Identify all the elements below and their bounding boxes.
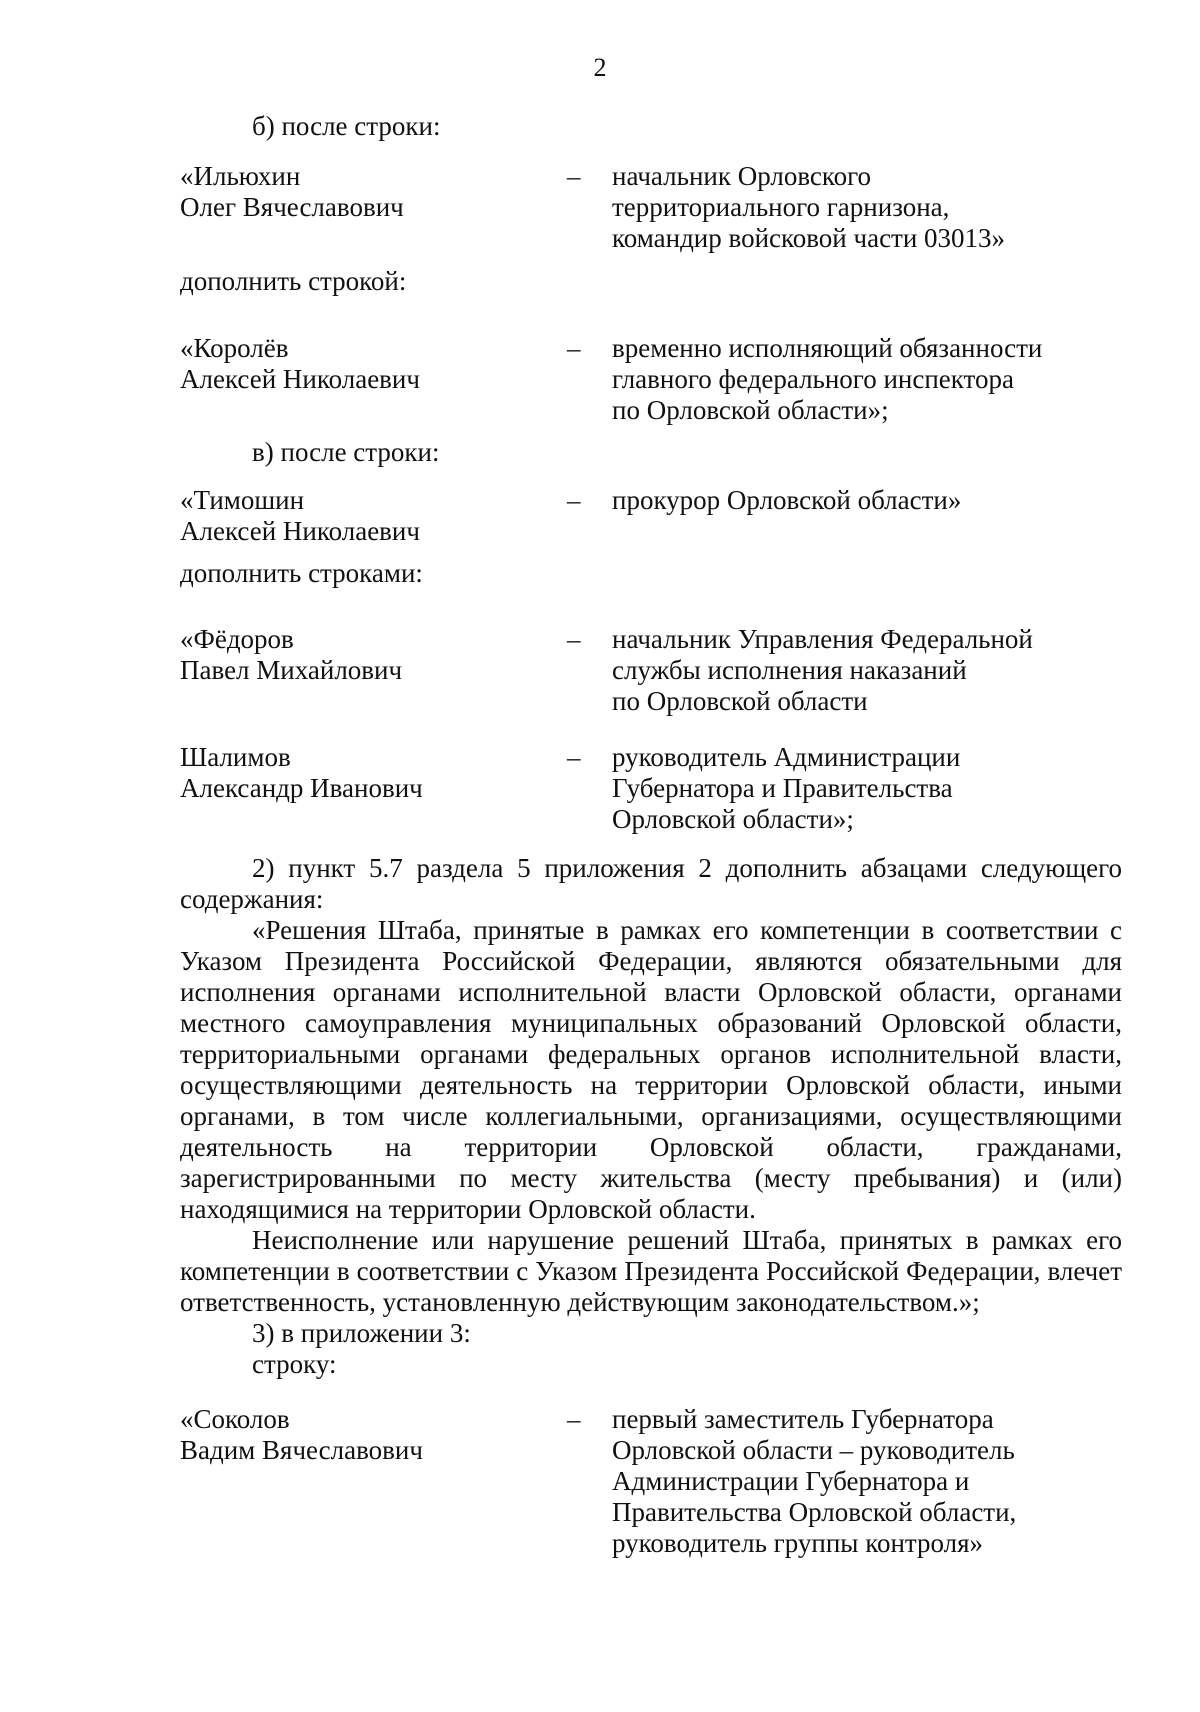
- entry-description: [612, 1404, 1132, 1559]
- item-2-paragraph: [180, 853, 1122, 915]
- add-line-single: дополнить строкой:: [180, 266, 407, 296]
- quote-2-text: Неисполнение или нарушение решений Штаба, принятых в рамках его компетенции в соответствии с Указом Президента Российской Федерации, влечет ответственность, установленную действующим законодательством.»;: [180, 1225, 1122, 1317]
- entry-dash: –: [567, 742, 581, 772]
- name-line: «Тимошин: [180, 485, 305, 515]
- item-3: 3) в приложении 3:: [252, 1318, 471, 1348]
- description-line: командир войсковой части 03013»: [612, 223, 1006, 253]
- name-line: Вадим Вячеславович: [180, 1435, 423, 1465]
- entry-dash: –: [567, 624, 581, 654]
- sub-item-v: в) после строки:: [252, 437, 440, 467]
- description-line: Администрации Губернатора и: [612, 1466, 970, 1496]
- line-stroku: строку:: [252, 1349, 337, 1379]
- description-line: службы исполнения наказаний: [612, 655, 967, 685]
- item-2-text: 2) пункт 5.7 раздела 5 приложения 2 дополнить абзацами следующего содержания:: [180, 853, 1122, 914]
- entry-name: [180, 742, 540, 804]
- name-line: Павел Михайлович: [180, 655, 403, 685]
- description-line: прокурор Орловской области»: [612, 485, 962, 515]
- entry-dash: –: [567, 1404, 581, 1434]
- description-line: первый заместитель Губернатора: [612, 1404, 994, 1434]
- entry-dash: –: [567, 485, 581, 515]
- add-line-multiple: дополнить строками:: [180, 558, 423, 588]
- entry-dash: –: [567, 333, 581, 363]
- name-line: «Королёв: [180, 333, 289, 363]
- description-line: руководитель группы контроля»: [612, 1528, 984, 1558]
- description-line: Орловской области – руководитель: [612, 1435, 1015, 1465]
- entry-description: [612, 485, 1132, 516]
- description-line: главного федерального инспектора: [612, 364, 1014, 394]
- description-line: Орловской области»;: [612, 804, 854, 834]
- name-line: Шалимов: [180, 742, 291, 772]
- name-line: «Фёдоров: [180, 624, 294, 654]
- description-line: начальник Управления Федеральной: [612, 624, 1033, 654]
- description-line: территориального гарнизона,: [612, 192, 950, 222]
- sub-item-b: б) после строки:: [252, 111, 441, 141]
- entry-description: [612, 333, 1132, 426]
- entry-name: [180, 624, 540, 686]
- name-line: «Ильюхин: [180, 161, 301, 191]
- name-line: Олег Вячеславович: [180, 192, 404, 222]
- entry-name: [180, 1404, 540, 1466]
- description-line: по Орловской области: [612, 686, 868, 716]
- description-line: Правительства Орловской области,: [612, 1497, 1017, 1527]
- page-number: 2: [593, 53, 607, 82]
- name-line: «Соколов: [180, 1404, 290, 1434]
- quote-1-text: «Решения Штаба, принятые в рамках его компетенции в соответствии с Указом Президента Российской Федерации, являются обязательными для исполнения органами исполнительной власти Орловской области, органами местного самоуправления муниципальных образований Орловской области, территориальными органами федеральных органов исполнительной власти, осуществляющими деятельность на территории Орловской области, иными органами, в том числе коллегиальными, организациями, осуществляющими деятельность на территории Орловской области, гражданами, зарегистрированными по месту жительства (месту пребывания) и (или) находящимися на территории Орловской области.: [180, 915, 1122, 1224]
- name-line: Александр Иванович: [180, 773, 423, 803]
- entry-description: [612, 742, 1132, 835]
- name-line: Алексей Николаевич: [180, 516, 420, 546]
- entry-name: [180, 333, 540, 395]
- description-line: временно исполняющий обязанности: [612, 333, 1043, 363]
- entry-name: [180, 161, 540, 223]
- quote-paragraph-2: [180, 1225, 1122, 1318]
- entry-description: [612, 161, 1132, 254]
- description-line: по Орловской области»;: [612, 395, 889, 425]
- description-line: руководитель Администрации: [612, 742, 961, 772]
- entry-dash: –: [567, 161, 581, 191]
- name-line: Алексей Николаевич: [180, 364, 420, 394]
- description-line: Губернатора и Правительства: [612, 773, 953, 803]
- quote-paragraph-1: [180, 915, 1122, 1225]
- description-line: начальник Орловского: [612, 161, 872, 191]
- entry-description: [612, 624, 1132, 717]
- entry-name: [180, 485, 540, 547]
